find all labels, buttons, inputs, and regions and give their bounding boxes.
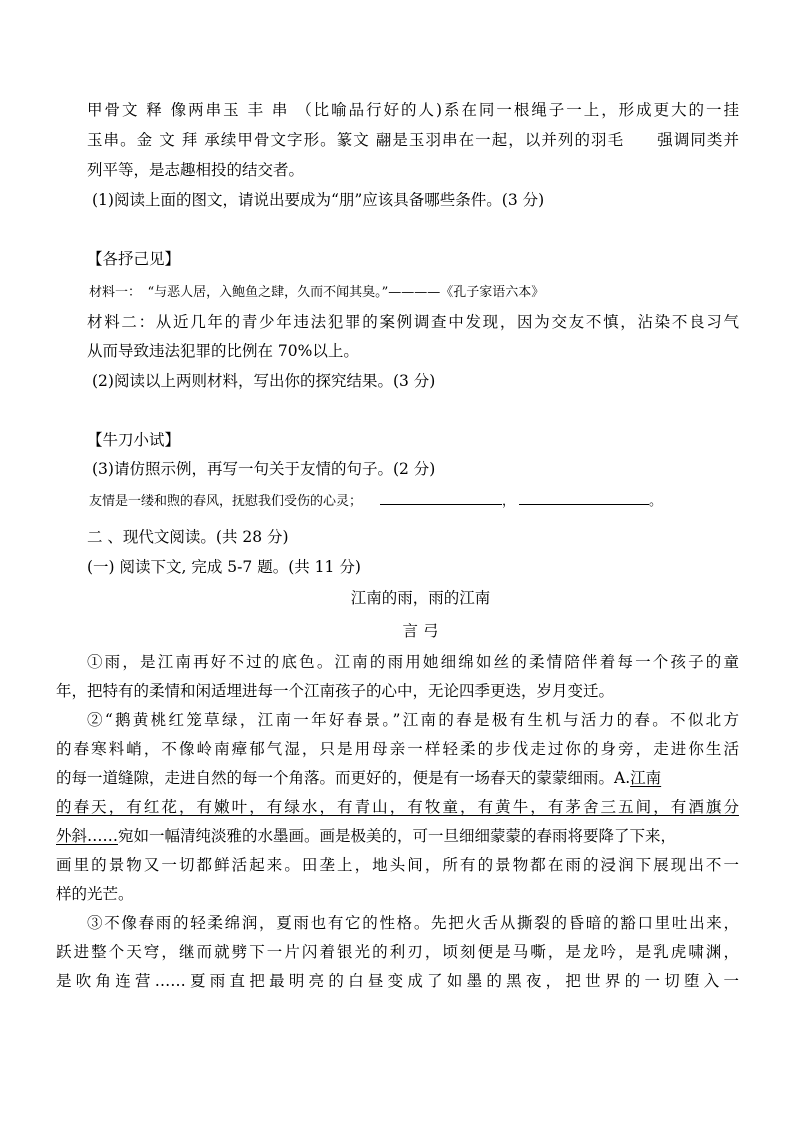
paragraph-2-line-5-rest: 宛如一幅清纯淡雅的水墨画。画是极美的，可一旦细细蒙蒙的春雨将要降了下来，: [118, 827, 677, 845]
paragraph-2-line-2: 的春寒料峭，不像岭南瘴郁气湿，只是用母亲一样轻柔的步伐走过你的身旁，走进你生活: [56, 740, 739, 758]
underlined-passage-start: 江南: [630, 769, 662, 787]
question-3: (3)请仿照示例，再写一句关于友情的句子。(2 分): [92, 460, 436, 478]
oracle-bone-explanation-line-1: 甲骨文 释 像两串玉 丰 串 （比喻品行好的人)系在同一根绳子一上，形成更大的一挂: [87, 101, 739, 119]
section-heading-opinions: 【各抒己见】: [87, 250, 181, 268]
underlined-passage-line: 的春天，有红花，有嫩叶，有绿水，有青山，有牧童，有黄牛，有茅舍三五间，有酒旗分: [56, 798, 739, 816]
marker-a: A.: [614, 769, 631, 787]
answer-blank-1[interactable]: [380, 490, 502, 505]
paragraph-2-line-3: [56, 768, 661, 788]
paragraph-2-line-6: 画里的景物又一切都鲜活起来。田垄上，地头间，所有的景物都在雨的浸润下展现出不一: [56, 856, 739, 874]
oracle-bone-explanation-line-2: 玉串。金 文 拜 承续甲骨文字形。篆文 翮是玉羽串在一起，以并列的羽毛 强调同类并: [87, 131, 739, 149]
question-1: (1)阅读上面的图文，请说出要成为“朋”应该具备哪些条件。(3 分): [92, 191, 545, 209]
paragraph-2-line-7: 样的光芒。: [56, 885, 134, 903]
article-author: 言 弓: [402, 622, 439, 640]
material-2-line-1: 材料二：从近几年的青少年违法犯罪的案例调查中发现，因为交友不慎，沾染不良习气: [87, 313, 739, 331]
section-heading-practice: 【牛刀小试】: [87, 431, 181, 449]
article-title: 江南的雨，雨的江南: [350, 589, 491, 607]
example-sentence: 友情是一缕和煦的春风，抚慰我们受伤的心灵；: [89, 494, 363, 509]
underlined-passage-end: 外斜……: [56, 827, 119, 845]
paragraph-1-line-2: 年，把特有的柔情和闲适埋进每一个江南孩子的心中，无论四季更迭，岁月变迁。: [56, 682, 615, 700]
paragraph-2-line-5: [56, 826, 676, 846]
answer-blank-2[interactable]: [519, 490, 649, 505]
reading-sub-heading: (一) 阅读下文, 完成 5-7 题。(共 11 分): [87, 558, 361, 576]
comma: ，: [502, 494, 516, 509]
paragraph-3-line-1: ③不像春雨的轻柔绵润，夏雨也有它的性格。先把火舌从撕裂的昏暗的豁口里吐出来，: [87, 914, 739, 932]
paragraph-3-line-3: 是吹角连营……夏雨直把最明亮的白昼变成了如墨的黑夜，把世界的一切堕入一: [56, 972, 739, 990]
period: 。: [649, 494, 663, 509]
imitation-example-line: [89, 490, 662, 512]
modern-reading-heading: 二 、现代文阅读。(共 28 分): [87, 528, 289, 546]
oracle-bone-explanation-line-3: 列平等，是志趣相投的结交者。: [87, 161, 305, 179]
paragraph-2-line-3-text: 的每一道缝隙，走进自然的每一个角落。而更好的，便是有一场春天的蒙蒙细雨。: [56, 769, 615, 787]
question-2: (2)阅读以上两则材料，写出你的探究结果。(3 分): [92, 372, 436, 390]
paragraph-2-line-1: ②“鹅黄桃红笼草绿，江南一年好春景。”江南的春是极有生机与活力的春。不似北方: [87, 711, 739, 729]
material-2-line-2: 从而导致违法犯罪的比例在 70%以上。: [87, 342, 359, 360]
paragraph-3-line-2: 跃进整个天穹，继而就劈下一片闪着银光的利刃，顷刻便是马嘶，是龙吟，是乳虎啸渊，: [56, 943, 739, 961]
material-1: 材料一： “与恶人居，入鲍鱼之肆，久而不闻其臭。”————《孔子家语六本》: [89, 285, 545, 300]
paragraph-1-line-1: ①雨，是江南再好不过的底色。江南的雨用她细绵如丝的柔情陪伴着每一个孩子的童: [87, 653, 739, 671]
